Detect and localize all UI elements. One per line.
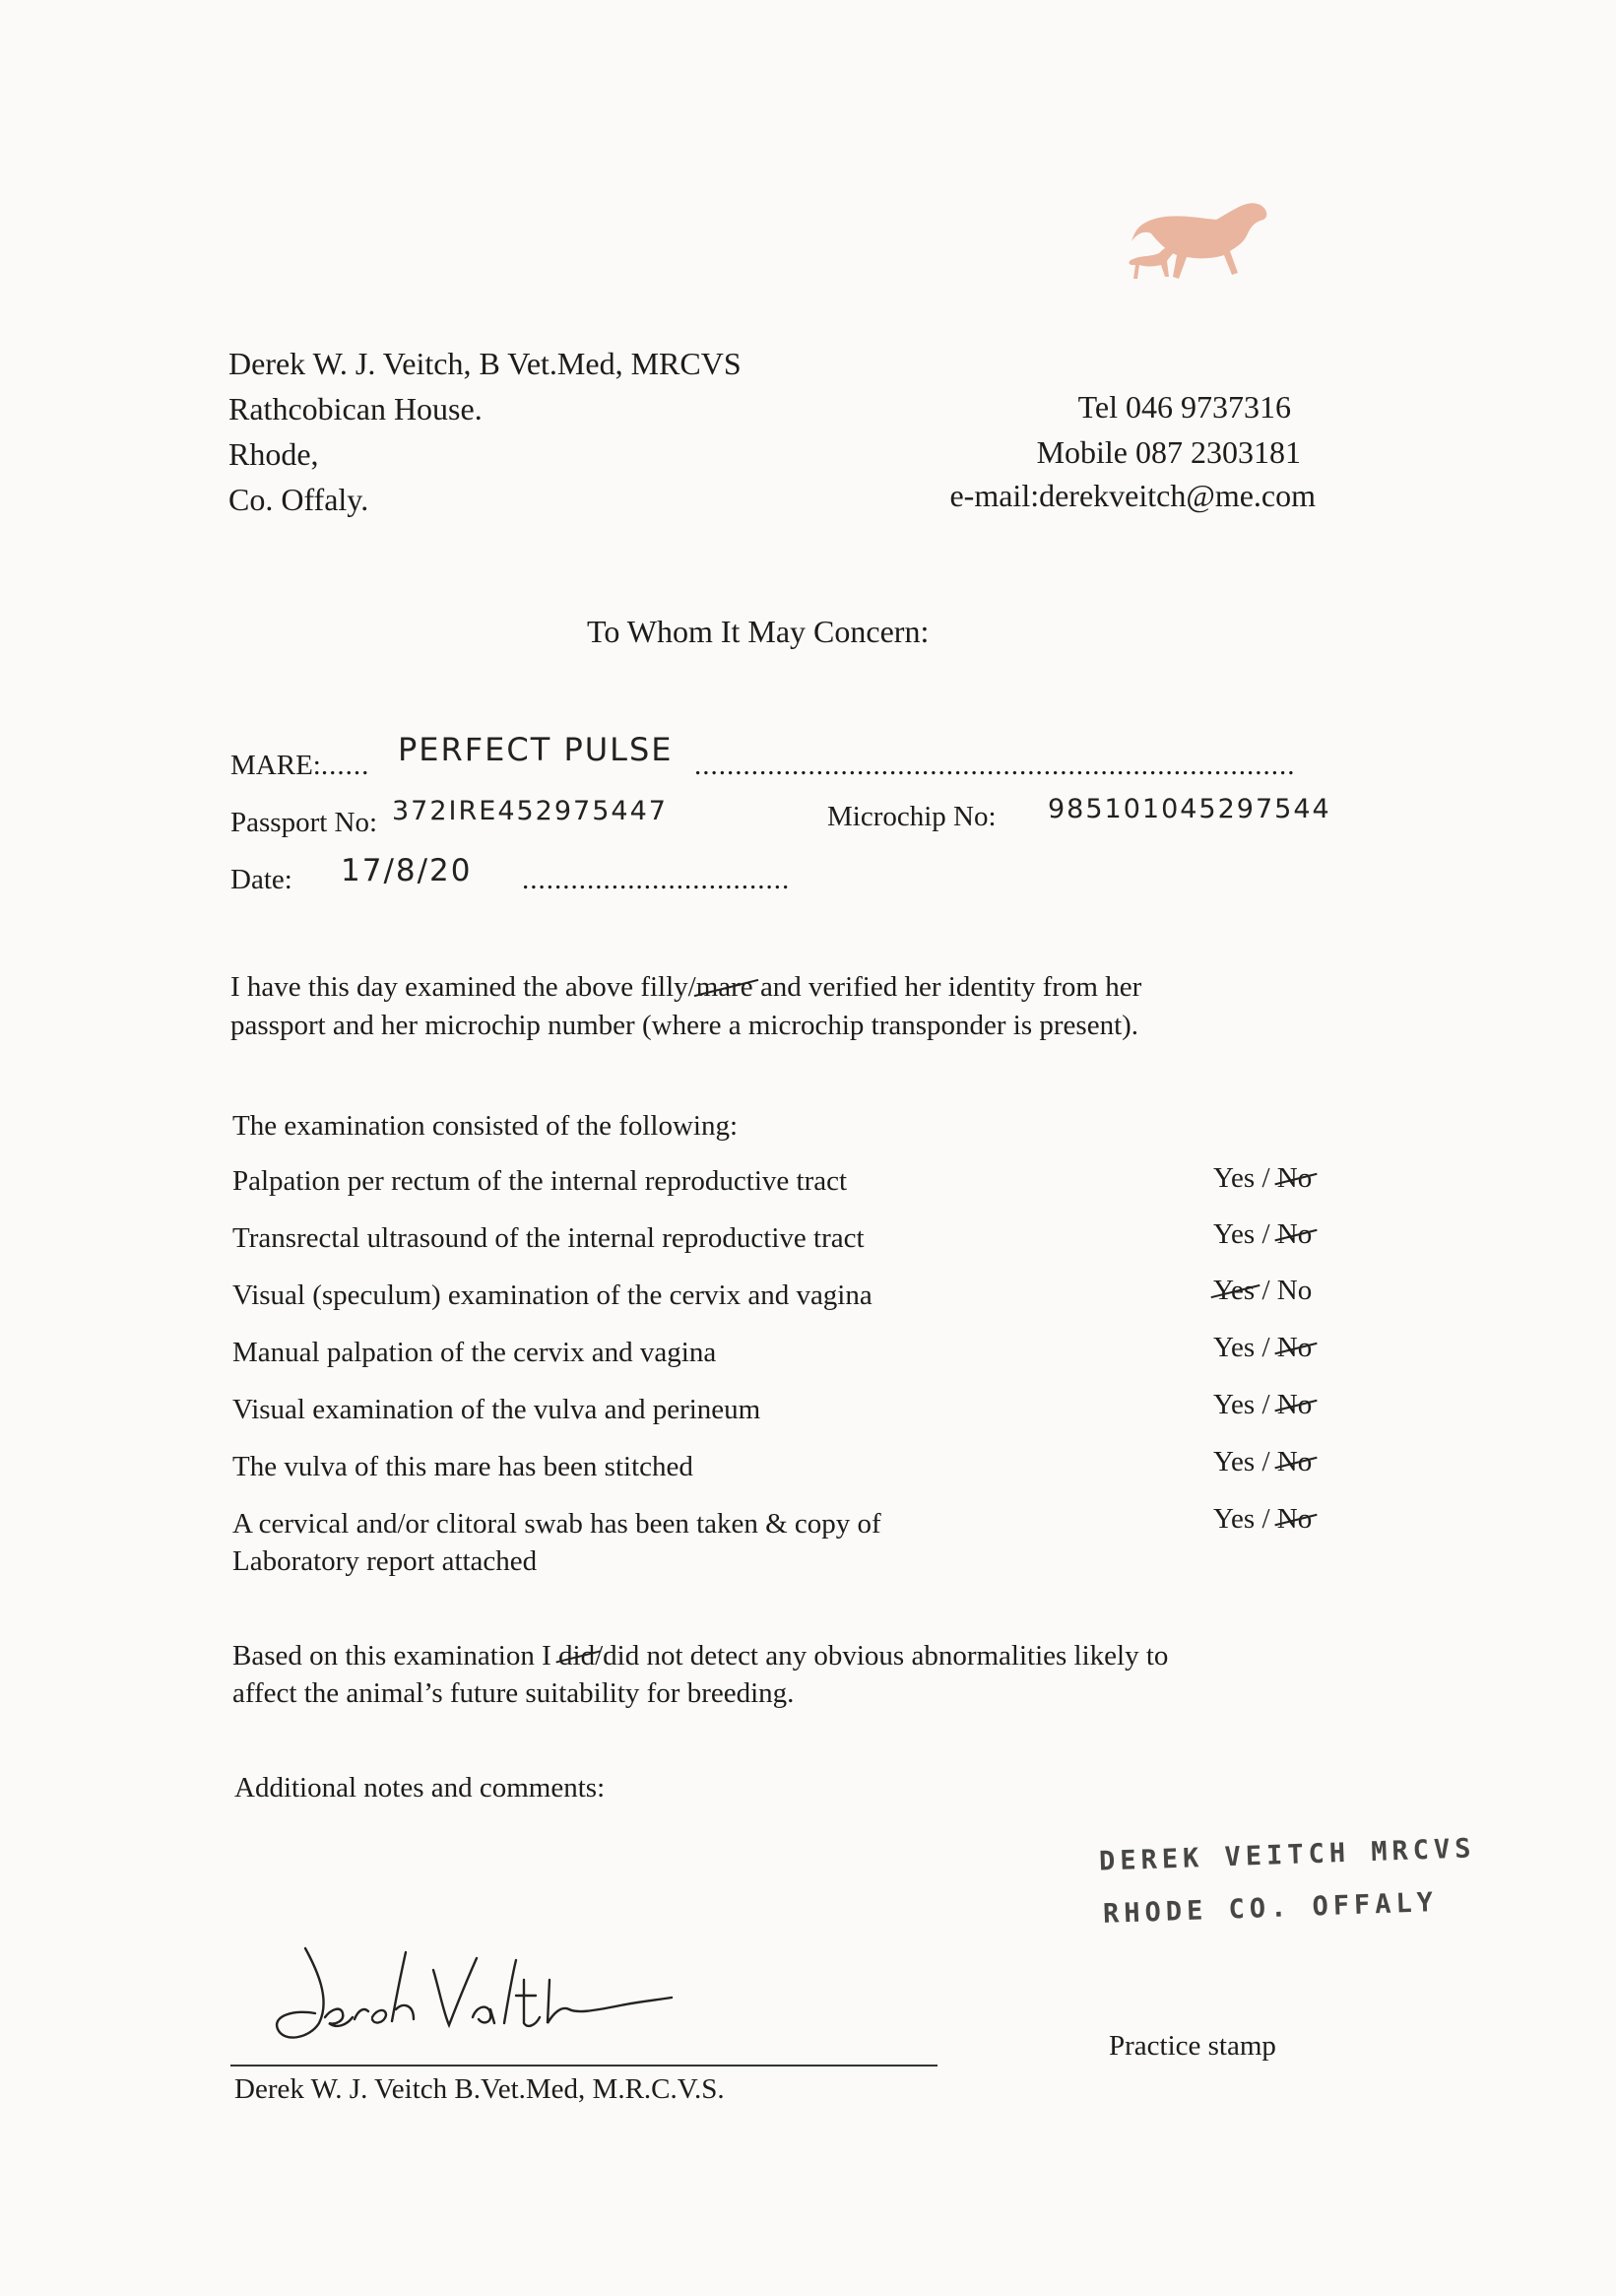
date-label: Date:: [230, 864, 292, 895]
exam-item-1-answer: Yes / No: [1213, 1162, 1313, 1194]
exam-item-7-answer: Yes / No: [1213, 1503, 1313, 1535]
mare-field: MARE:......: [230, 750, 370, 781]
exam-item-3: Visual (speculum) examination of the cervix and vagina: [232, 1279, 873, 1311]
mare-dotted-line: ..........................................................................: [694, 750, 1296, 781]
exam-item-1: Palpation per rectum of the internal reproductive tract: [232, 1165, 848, 1197]
address-line-2: Rhode,: [228, 436, 319, 472]
salutation: To Whom It May Concern:: [587, 614, 930, 649]
exam-item-2-answer: Yes / No: [1213, 1218, 1313, 1250]
statement-line-2: passport and her microchip number (where a microchip transponder is present).: [230, 1010, 1139, 1041]
horse-logo-icon: [1108, 182, 1285, 310]
exam-item-3-answer: Yes / No: [1213, 1275, 1313, 1306]
exam-item-5: Visual examination of the vulva and perineum: [232, 1394, 761, 1425]
exam-item-2: Transrectal ultrasound of the internal reproductive tract: [232, 1222, 865, 1254]
exam-intro: The examination consisted of the following:: [232, 1110, 739, 1142]
exam-item-5-answer: Yes / No: [1213, 1389, 1313, 1420]
microchip-label: Microchip No:: [827, 801, 997, 832]
address-line-1: Rathcobican House.: [228, 391, 483, 426]
practice-stamp-caption: Practice stamp: [1109, 2030, 1276, 2062]
notes-label: Additional notes and comments:: [234, 1772, 606, 1804]
email: e-mail:derekveitch@me.com: [949, 478, 1316, 513]
passport-value: 372IRE452975447: [392, 796, 668, 826]
signature-line: [230, 2065, 937, 2066]
date-value: 17/8/20: [341, 853, 473, 888]
telephone: Tel 046 9737316: [1077, 389, 1291, 425]
address-line-3: Co. Offaly.: [228, 482, 369, 517]
mare-value: PERFECT PULSE: [398, 731, 674, 768]
date-dotted-line: .................................: [522, 864, 791, 895]
practice-stamp-line-1: DEREK VEITCH MRCVS: [1098, 1833, 1477, 1877]
handwritten-signature-icon: [266, 1940, 679, 2059]
conclusion-line-1: Based on this examination I did/did not detect any obvious abnormalities likely to: [232, 1640, 1169, 1672]
exam-item-6-answer: Yes / No: [1213, 1446, 1313, 1477]
conclusion-line-2: affect the animal’s future suitability for breeding.: [232, 1677, 795, 1709]
vet-name: Derek W. J. Veitch, B Vet.Med, MRCVS: [228, 346, 742, 381]
exam-item-6: The vulva of this mare has been stitched: [232, 1451, 693, 1482]
struck-mare: mare: [695, 971, 753, 1003]
statement-line-1: I have this day examined the above filly/mare and verified her identity from her: [230, 971, 1142, 1003]
exam-item-4: Manual palpation of the cervix and vagina: [232, 1337, 717, 1368]
signature-printed-name: Derek W. J. Veitch B.Vet.Med, M.R.C.V.S.: [234, 2073, 725, 2105]
mare-label: MARE:: [230, 750, 321, 781]
exam-item-7-continued: Laboratory report attached: [232, 1545, 538, 1577]
practice-stamp-line-2: RHODE CO. OFFALY: [1102, 1887, 1439, 1930]
passport-label: Passport No:: [230, 807, 378, 838]
microchip-value: 985101045297544: [1048, 794, 1331, 824]
exam-item-7: A cervical and/or clitoral swab has been taken & copy of: [232, 1508, 881, 1540]
struck-did: did: [558, 1640, 596, 1672]
mobile: Mobile 087 2303181: [1036, 434, 1301, 470]
exam-item-4-answer: Yes / No: [1213, 1332, 1313, 1363]
